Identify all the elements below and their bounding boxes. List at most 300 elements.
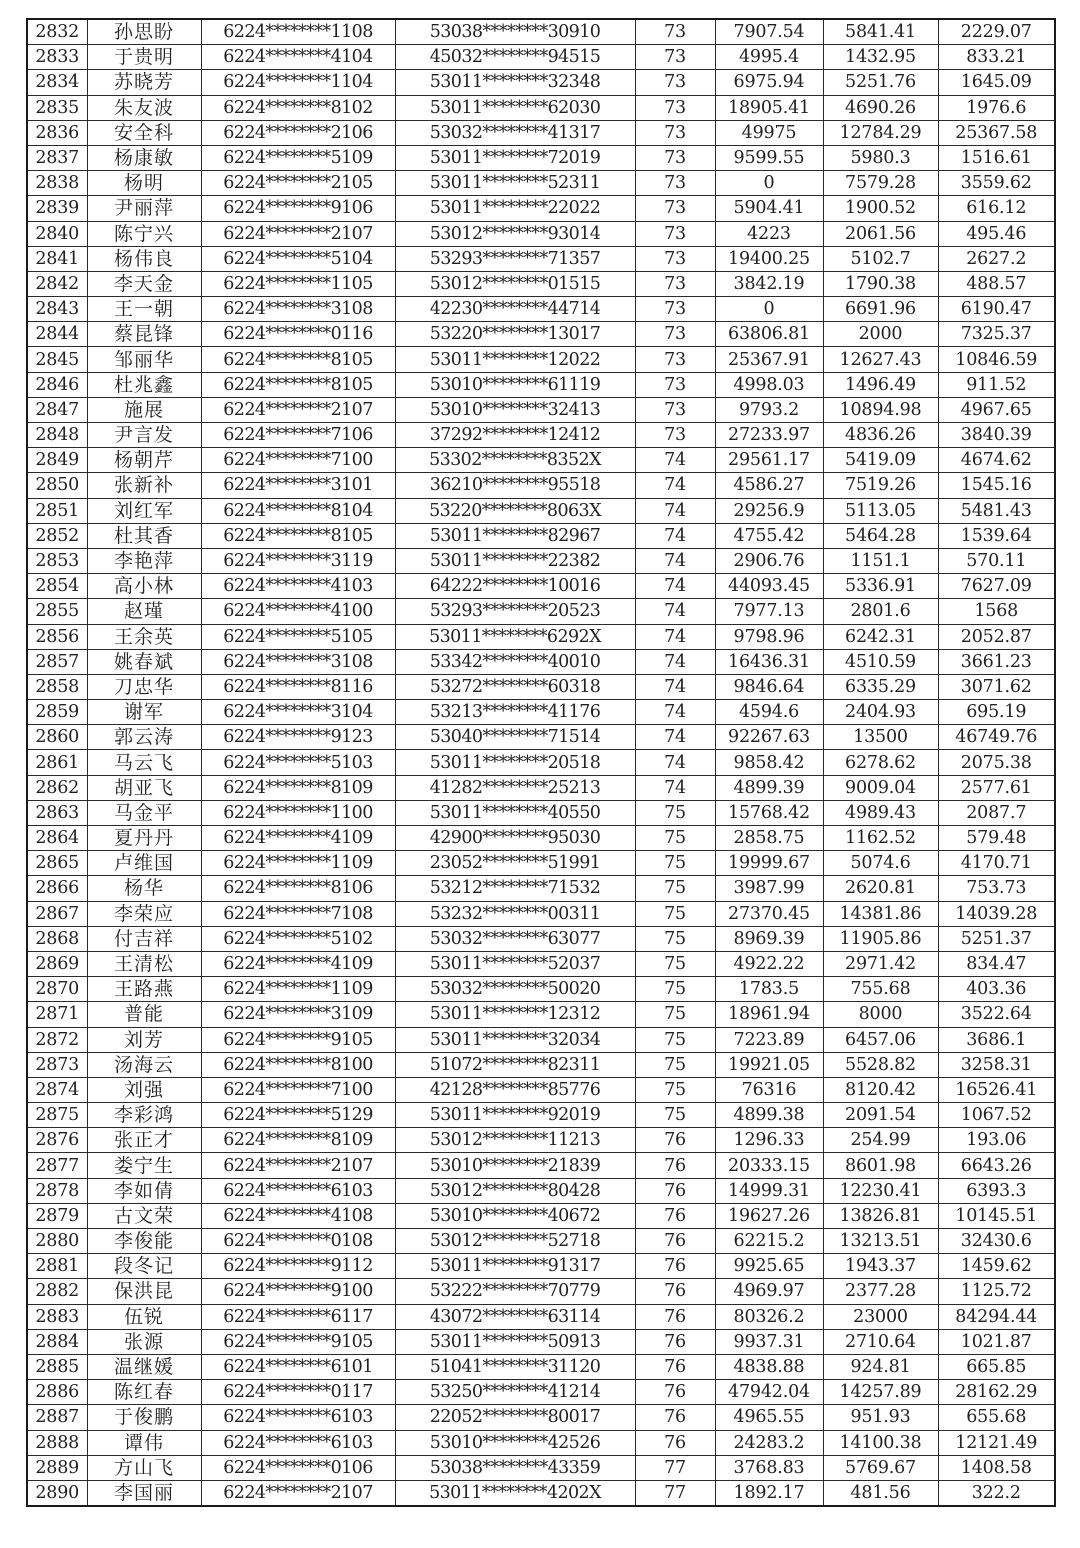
amount-1-cell: 80326.2	[715, 1304, 823, 1329]
amount-3-cell: 3559.62	[938, 171, 1055, 196]
amount-1-cell: 1296.33	[715, 1128, 823, 1153]
row-number-cell: 2837	[27, 145, 87, 170]
row-number-cell: 2849	[27, 448, 87, 473]
table-row	[27, 775, 1055, 800]
age-cell: 74	[635, 473, 715, 498]
row-number-cell: 2839	[27, 196, 87, 221]
row-number-cell: 2882	[27, 1279, 87, 1304]
amount-2-cell: 4989.43	[823, 800, 938, 825]
amount-1-cell: 4594.6	[715, 700, 823, 725]
amount-1-cell: 4922.22	[715, 951, 823, 976]
row-number-cell: 2868	[27, 926, 87, 951]
amount-3-cell: 12121.49	[938, 1430, 1055, 1455]
row-number-cell: 2833	[27, 45, 87, 70]
bank-account-cell: 6224********1105	[201, 271, 395, 296]
bank-account-cell: 6224********5105	[201, 624, 395, 649]
name-cell: 于俊鹏	[87, 1405, 201, 1430]
amount-3-cell: 1067.52	[938, 1103, 1055, 1128]
id-number-cell: 53272********60318	[395, 674, 635, 699]
amount-1-cell: 19999.67	[715, 851, 823, 876]
bank-account-cell: 6224********9105	[201, 1027, 395, 1052]
bank-account-cell: 6224********5109	[201, 145, 395, 170]
bank-account-cell: 6224********6117	[201, 1304, 395, 1329]
bank-account-cell: 6224********2107	[201, 221, 395, 246]
id-number-cell: 53220********13017	[395, 322, 635, 347]
bank-account-cell: 6224********8105	[201, 523, 395, 548]
id-number-cell: 53011********50913	[395, 1329, 635, 1354]
table-body	[27, 19, 1055, 1506]
table-row	[27, 171, 1055, 196]
amount-1-cell: 9846.64	[715, 674, 823, 699]
name-cell: 王余英	[87, 624, 201, 649]
id-number-cell: 22052********80017	[395, 1405, 635, 1430]
id-number-cell: 53011********72019	[395, 145, 635, 170]
amount-3-cell: 655.68	[938, 1405, 1055, 1430]
amount-2-cell: 6335.29	[823, 674, 938, 699]
amount-2-cell: 5102.7	[823, 246, 938, 271]
amount-3-cell: 2577.61	[938, 775, 1055, 800]
id-number-cell: 53293********20523	[395, 599, 635, 624]
amount-2-cell: 924.81	[823, 1354, 938, 1379]
table-row	[27, 246, 1055, 271]
age-cell: 77	[635, 1455, 715, 1480]
name-cell: 施展	[87, 397, 201, 422]
amount-1-cell: 0	[715, 297, 823, 322]
age-cell: 76	[635, 1203, 715, 1228]
name-cell: 王清松	[87, 951, 201, 976]
amount-1-cell: 9858.42	[715, 750, 823, 775]
table-row	[27, 574, 1055, 599]
amount-2-cell: 8000	[823, 1002, 938, 1027]
amount-1-cell: 20333.15	[715, 1153, 823, 1178]
bank-account-cell: 6224********0117	[201, 1380, 395, 1405]
table-row	[27, 523, 1055, 548]
amount-3-cell: 6190.47	[938, 297, 1055, 322]
amount-2-cell: 8601.98	[823, 1153, 938, 1178]
amount-2-cell: 5074.6	[823, 851, 938, 876]
row-number-cell: 2886	[27, 1380, 87, 1405]
amount-3-cell: 5251.37	[938, 926, 1055, 951]
age-cell: 76	[635, 1304, 715, 1329]
name-cell: 姚春斌	[87, 649, 201, 674]
amount-2-cell: 8120.42	[823, 1077, 938, 1102]
amount-3-cell: 1125.72	[938, 1279, 1055, 1304]
row-number-cell: 2880	[27, 1229, 87, 1254]
amount-1-cell: 24283.2	[715, 1430, 823, 1455]
age-cell: 75	[635, 826, 715, 851]
age-cell: 74	[635, 700, 715, 725]
table-row	[27, 826, 1055, 851]
id-number-cell: 53302********8352X	[395, 448, 635, 473]
amount-3-cell: 1976.6	[938, 95, 1055, 120]
bank-account-cell: 6224********0108	[201, 1229, 395, 1254]
amount-3-cell: 322.2	[938, 1480, 1055, 1506]
amount-3-cell: 1021.87	[938, 1329, 1055, 1354]
age-cell: 76	[635, 1430, 715, 1455]
table-row	[27, 196, 1055, 221]
table-row	[27, 800, 1055, 825]
name-cell: 杨华	[87, 876, 201, 901]
table-row	[27, 1480, 1055, 1506]
bank-account-cell: 6224********4104	[201, 45, 395, 70]
age-cell: 74	[635, 574, 715, 599]
name-cell: 卢维国	[87, 851, 201, 876]
age-cell: 76	[635, 1405, 715, 1430]
name-cell: 蔡昆锋	[87, 322, 201, 347]
amount-2-cell: 13826.81	[823, 1203, 938, 1228]
bank-account-cell: 6224********9100	[201, 1279, 395, 1304]
id-number-cell: 53011********40550	[395, 800, 635, 825]
id-number-cell: 53011********62030	[395, 95, 635, 120]
id-number-cell: 53011********32348	[395, 70, 635, 95]
amount-3-cell: 193.06	[938, 1128, 1055, 1153]
table-row	[27, 1103, 1055, 1128]
row-number-cell: 2869	[27, 951, 87, 976]
row-number-cell: 2852	[27, 523, 87, 548]
name-cell: 邹丽华	[87, 347, 201, 372]
table-row	[27, 1380, 1055, 1405]
amount-1-cell: 9925.65	[715, 1254, 823, 1279]
age-cell: 73	[635, 423, 715, 448]
amount-3-cell: 753.73	[938, 876, 1055, 901]
table-row	[27, 700, 1055, 725]
bank-account-cell: 6224********4109	[201, 826, 395, 851]
row-number-cell: 2881	[27, 1254, 87, 1279]
amount-2-cell: 2091.54	[823, 1103, 938, 1128]
bank-account-cell: 6224********8105	[201, 372, 395, 397]
name-cell: 杜其香	[87, 523, 201, 548]
amount-3-cell: 7325.37	[938, 322, 1055, 347]
id-number-cell: 53250********41214	[395, 1380, 635, 1405]
age-cell: 73	[635, 397, 715, 422]
amount-3-cell: 28162.29	[938, 1380, 1055, 1405]
row-number-cell: 2851	[27, 498, 87, 523]
amount-2-cell: 7519.26	[823, 473, 938, 498]
table-row	[27, 498, 1055, 523]
id-number-cell: 53011********4202X	[395, 1480, 635, 1506]
id-number-cell: 53032********50020	[395, 977, 635, 1002]
name-cell: 刀忠华	[87, 674, 201, 699]
row-number-cell: 2885	[27, 1354, 87, 1379]
id-number-cell: 53212********71532	[395, 876, 635, 901]
row-number-cell: 2845	[27, 347, 87, 372]
table-row	[27, 347, 1055, 372]
amount-2-cell: 4510.59	[823, 649, 938, 674]
row-number-cell: 2861	[27, 750, 87, 775]
id-number-cell: 53293********71357	[395, 246, 635, 271]
row-number-cell: 2836	[27, 120, 87, 145]
table-row	[27, 851, 1055, 876]
age-cell: 75	[635, 977, 715, 1002]
amount-2-cell: 5769.67	[823, 1455, 938, 1480]
age-cell: 77	[635, 1480, 715, 1506]
amount-1-cell: 3768.83	[715, 1455, 823, 1480]
age-cell: 74	[635, 548, 715, 573]
amount-3-cell: 3522.64	[938, 1002, 1055, 1027]
amount-2-cell: 23000	[823, 1304, 938, 1329]
row-number-cell: 2865	[27, 851, 87, 876]
amount-3-cell: 3258.31	[938, 1052, 1055, 1077]
amount-3-cell: 2087.7	[938, 800, 1055, 825]
amount-1-cell: 4838.88	[715, 1354, 823, 1379]
row-number-cell: 2850	[27, 473, 87, 498]
amount-2-cell: 1790.38	[823, 271, 938, 296]
age-cell: 75	[635, 876, 715, 901]
amount-3-cell: 2075.38	[938, 750, 1055, 775]
row-number-cell: 2844	[27, 322, 87, 347]
amount-1-cell: 62215.2	[715, 1229, 823, 1254]
table-row	[27, 901, 1055, 926]
amount-3-cell: 1516.61	[938, 145, 1055, 170]
table-row	[27, 448, 1055, 473]
id-number-cell: 42900********95030	[395, 826, 635, 851]
age-cell: 73	[635, 221, 715, 246]
name-cell: 李如倩	[87, 1178, 201, 1203]
age-cell: 76	[635, 1329, 715, 1354]
name-cell: 谭伟	[87, 1430, 201, 1455]
amount-3-cell: 6393.3	[938, 1178, 1055, 1203]
amount-3-cell: 1568	[938, 599, 1055, 624]
amount-3-cell: 495.46	[938, 221, 1055, 246]
age-cell: 74	[635, 448, 715, 473]
amount-2-cell: 13500	[823, 725, 938, 750]
name-cell: 张正才	[87, 1128, 201, 1153]
table-row	[27, 19, 1055, 45]
amount-3-cell: 1539.64	[938, 523, 1055, 548]
age-cell: 76	[635, 1128, 715, 1153]
id-number-cell: 53011********12022	[395, 347, 635, 372]
amount-1-cell: 6975.94	[715, 70, 823, 95]
id-number-cell: 53010********40672	[395, 1203, 635, 1228]
name-cell: 李彩鸿	[87, 1103, 201, 1128]
age-cell: 75	[635, 926, 715, 951]
amount-2-cell: 10894.98	[823, 397, 938, 422]
bank-account-cell: 6224********8109	[201, 775, 395, 800]
row-number-cell: 2867	[27, 901, 87, 926]
age-cell: 76	[635, 1354, 715, 1379]
bank-account-cell: 6224********3108	[201, 649, 395, 674]
amount-1-cell: 9937.31	[715, 1329, 823, 1354]
bank-account-cell: 6224********6103	[201, 1430, 395, 1455]
amount-1-cell: 8969.39	[715, 926, 823, 951]
amount-2-cell: 13213.51	[823, 1229, 938, 1254]
name-cell: 娄宁生	[87, 1153, 201, 1178]
bank-account-cell: 6224********4108	[201, 1203, 395, 1228]
bank-account-cell: 6224********0106	[201, 1455, 395, 1480]
row-number-cell: 2883	[27, 1304, 87, 1329]
name-cell: 陈红春	[87, 1380, 201, 1405]
row-number-cell: 2887	[27, 1405, 87, 1430]
id-number-cell: 53010********21839	[395, 1153, 635, 1178]
row-number-cell: 2840	[27, 221, 87, 246]
bank-account-cell: 6224********9123	[201, 725, 395, 750]
table-row	[27, 1178, 1055, 1203]
row-number-cell: 2888	[27, 1430, 87, 1455]
amount-3-cell: 579.48	[938, 826, 1055, 851]
bank-account-cell: 6224********5103	[201, 750, 395, 775]
amount-1-cell: 4899.39	[715, 775, 823, 800]
amount-1-cell: 27370.45	[715, 901, 823, 926]
row-number-cell: 2866	[27, 876, 87, 901]
amount-3-cell: 6643.26	[938, 1153, 1055, 1178]
row-number-cell: 2864	[27, 826, 87, 851]
row-number-cell: 2878	[27, 1178, 87, 1203]
bank-account-cell: 6224********8102	[201, 95, 395, 120]
amount-1-cell: 9798.96	[715, 624, 823, 649]
table-row	[27, 120, 1055, 145]
bank-account-cell: 6224********9106	[201, 196, 395, 221]
amount-2-cell: 14381.86	[823, 901, 938, 926]
bank-account-cell: 6224********1109	[201, 977, 395, 1002]
row-number-cell: 2847	[27, 397, 87, 422]
name-cell: 杨伟良	[87, 246, 201, 271]
bank-account-cell: 6224********7106	[201, 423, 395, 448]
name-cell: 马云飞	[87, 750, 201, 775]
table-row	[27, 423, 1055, 448]
id-number-cell: 53032********63077	[395, 926, 635, 951]
row-number-cell: 2854	[27, 574, 87, 599]
id-number-cell: 53038********43359	[395, 1455, 635, 1480]
id-number-cell: 23052********51991	[395, 851, 635, 876]
name-cell: 段冬记	[87, 1254, 201, 1279]
id-number-cell: 43072********63114	[395, 1304, 635, 1329]
row-number-cell: 2879	[27, 1203, 87, 1228]
amount-1-cell: 2858.75	[715, 826, 823, 851]
name-cell: 刘强	[87, 1077, 201, 1102]
amount-2-cell: 2620.81	[823, 876, 938, 901]
name-cell: 张源	[87, 1329, 201, 1354]
amount-2-cell: 2061.56	[823, 221, 938, 246]
id-number-cell: 53011********92019	[395, 1103, 635, 1128]
row-number-cell: 2863	[27, 800, 87, 825]
row-number-cell: 2860	[27, 725, 87, 750]
row-number-cell: 2838	[27, 171, 87, 196]
id-number-cell: 53012********93014	[395, 221, 635, 246]
row-number-cell: 2872	[27, 1027, 87, 1052]
row-number-cell: 2889	[27, 1455, 87, 1480]
table-row	[27, 674, 1055, 699]
id-number-cell: 53010********32413	[395, 397, 635, 422]
row-number-cell: 2853	[27, 548, 87, 573]
table-row	[27, 1405, 1055, 1430]
bank-account-cell: 6224********8106	[201, 876, 395, 901]
age-cell: 75	[635, 1002, 715, 1027]
bank-account-cell: 6224********9112	[201, 1254, 395, 1279]
amount-1-cell: 19627.26	[715, 1203, 823, 1228]
bank-account-cell: 6224********5102	[201, 926, 395, 951]
bank-account-cell: 6224********3109	[201, 1002, 395, 1027]
age-cell: 76	[635, 1254, 715, 1279]
amount-3-cell: 3840.39	[938, 423, 1055, 448]
name-cell: 李天金	[87, 271, 201, 296]
bank-account-cell: 6224********3101	[201, 473, 395, 498]
table-row	[27, 1229, 1055, 1254]
row-number-cell: 2884	[27, 1329, 87, 1354]
amount-2-cell: 12784.29	[823, 120, 938, 145]
row-number-cell: 2871	[27, 1002, 87, 1027]
table-row	[27, 725, 1055, 750]
amount-3-cell: 4967.65	[938, 397, 1055, 422]
id-number-cell: 53032********41317	[395, 120, 635, 145]
amount-1-cell: 29561.17	[715, 448, 823, 473]
amount-2-cell: 2404.93	[823, 700, 938, 725]
amount-3-cell: 911.52	[938, 372, 1055, 397]
table-row	[27, 624, 1055, 649]
amount-3-cell: 16526.41	[938, 1077, 1055, 1102]
table-row	[27, 70, 1055, 95]
name-cell: 伍锐	[87, 1304, 201, 1329]
table-row	[27, 1430, 1055, 1455]
name-cell: 刘红军	[87, 498, 201, 523]
id-number-cell: 53232********00311	[395, 901, 635, 926]
table-row	[27, 473, 1055, 498]
table-row	[27, 1052, 1055, 1077]
amount-1-cell: 1892.17	[715, 1480, 823, 1506]
row-number-cell: 2858	[27, 674, 87, 699]
table-row	[27, 397, 1055, 422]
bank-account-cell: 6224********2107	[201, 1153, 395, 1178]
age-cell: 73	[635, 171, 715, 196]
amount-2-cell: 11905.86	[823, 926, 938, 951]
name-cell: 王一朝	[87, 297, 201, 322]
amount-2-cell: 254.99	[823, 1128, 938, 1153]
amount-1-cell: 18961.94	[715, 1002, 823, 1027]
bank-account-cell: 6224********8116	[201, 674, 395, 699]
table-row	[27, 1354, 1055, 1379]
name-cell: 陈宁兴	[87, 221, 201, 246]
amount-1-cell: 63806.81	[715, 322, 823, 347]
bank-account-cell: 6224********4109	[201, 951, 395, 976]
table-row	[27, 372, 1055, 397]
name-cell: 尹言发	[87, 423, 201, 448]
amount-3-cell: 10145.51	[938, 1203, 1055, 1228]
amount-3-cell: 2229.07	[938, 19, 1055, 45]
table-row	[27, 322, 1055, 347]
amount-1-cell: 4998.03	[715, 372, 823, 397]
row-number-cell: 2856	[27, 624, 87, 649]
id-number-cell: 53012********11213	[395, 1128, 635, 1153]
age-cell: 73	[635, 372, 715, 397]
age-cell: 75	[635, 901, 715, 926]
amount-2-cell: 2000	[823, 322, 938, 347]
id-number-cell: 45032********94515	[395, 45, 635, 70]
amount-2-cell: 481.56	[823, 1480, 938, 1506]
age-cell: 74	[635, 750, 715, 775]
amount-1-cell: 19921.05	[715, 1052, 823, 1077]
amount-1-cell: 18905.41	[715, 95, 823, 120]
amount-2-cell: 1151.1	[823, 548, 938, 573]
row-number-cell: 2846	[27, 372, 87, 397]
id-number-cell: 64222********10016	[395, 574, 635, 599]
table-row	[27, 1027, 1055, 1052]
amount-3-cell: 695.19	[938, 700, 1055, 725]
bank-account-cell: 6224********0116	[201, 322, 395, 347]
row-number-cell: 2857	[27, 649, 87, 674]
name-cell: 杜兆鑫	[87, 372, 201, 397]
row-number-cell: 2873	[27, 1052, 87, 1077]
bank-account-cell: 6224********2105	[201, 171, 395, 196]
bank-account-cell: 6224********1100	[201, 800, 395, 825]
id-number-cell: 53012********01515	[395, 271, 635, 296]
bank-account-cell: 6224********1109	[201, 851, 395, 876]
amount-2-cell: 755.68	[823, 977, 938, 1002]
age-cell: 76	[635, 1153, 715, 1178]
age-cell: 75	[635, 1027, 715, 1052]
amount-3-cell: 1645.09	[938, 70, 1055, 95]
amount-2-cell: 2377.28	[823, 1279, 938, 1304]
row-number-cell: 2834	[27, 70, 87, 95]
id-number-cell: 53011********20518	[395, 750, 635, 775]
